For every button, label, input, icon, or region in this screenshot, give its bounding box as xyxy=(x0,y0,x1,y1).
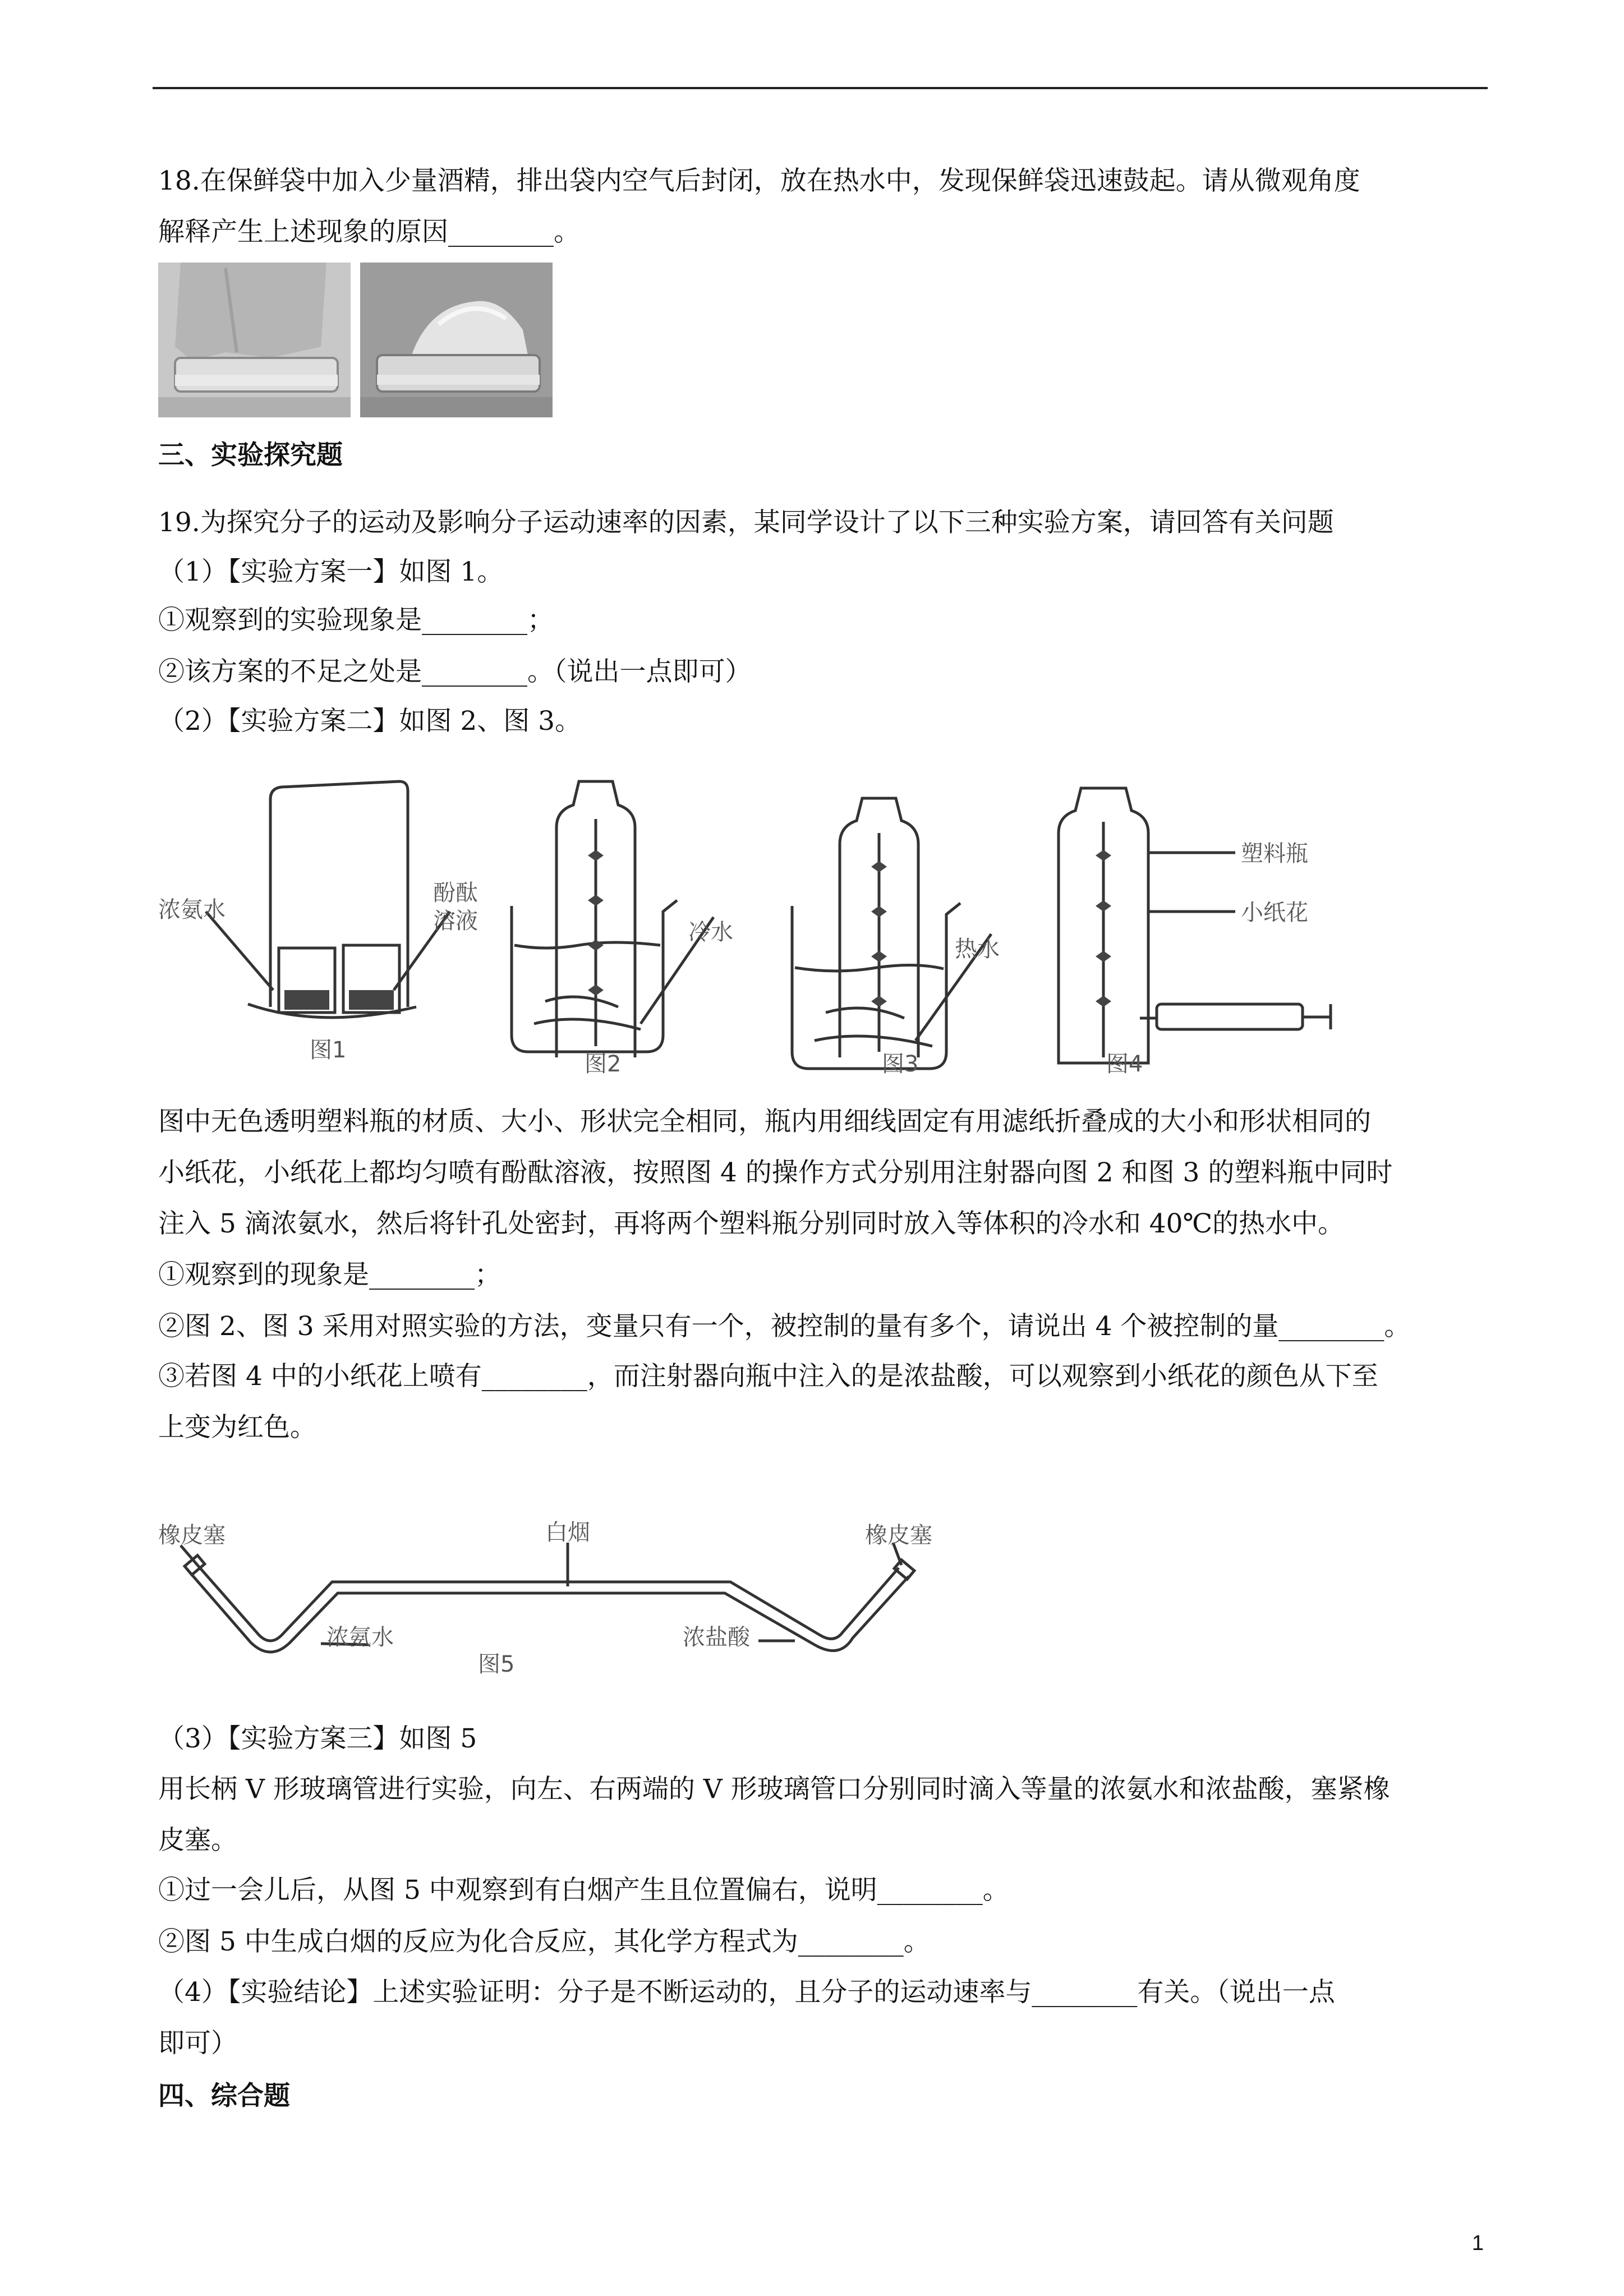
q19-part4-line2: 即可） xyxy=(158,2028,237,2059)
fig1-label-phenol-2: 溶液 xyxy=(433,908,478,934)
fig3-caption: 图3 xyxy=(882,1051,919,1077)
photo-bag-before xyxy=(158,263,351,417)
photo-bag-after xyxy=(360,263,553,417)
fig5-label-hcl: 浓盐酸 xyxy=(683,1625,750,1650)
fig2-caption: 图2 xyxy=(585,1051,622,1077)
q19-part3-a: ①过一会儿后，从图 5 中观察到有白烟产生且位置偏右，说明________。 xyxy=(158,1875,1009,1906)
figure-5 xyxy=(153,1515,932,1677)
q19-part3: （3）【实验方案三】如图 5 xyxy=(158,1723,477,1754)
q19-part1: （1）【实验方案一】如图 1。 xyxy=(158,556,504,587)
q19-desc-line1: 图中无色透明塑料瓶的材质、大小、形状完全相同，瓶内用细线固定有用滤纸折叠成的大小和形状相同的 xyxy=(158,1106,1371,1137)
figures-1-to-4 xyxy=(153,766,1415,1080)
q19-desc-line2: 小纸花，小纸花上都均匀喷有酚酞溶液，按照图 4 的操作方式分别用注射器向图 2 和图 3 的塑料瓶中同时 xyxy=(158,1157,1393,1188)
fig4-label-paper-flower: 小纸花 xyxy=(1241,900,1308,926)
q19-part2: （2）【实验方案二】如图 2、图 3。 xyxy=(158,706,582,737)
q19-part3-desc-line1: 用长柄 V 形玻璃管进行实验，向左、右两端的 V 形玻璃管口分别同时滴入等量的浓氨水和浓盐酸，塞紧橡 xyxy=(158,1774,1390,1805)
section-heading-3: 三、实验探究题 xyxy=(158,440,343,471)
fig5-label-rubber-left: 橡皮塞 xyxy=(158,1522,226,1548)
q19-part1-a: ①观察到的实验现象是________； xyxy=(158,605,554,636)
fig5-label-white-smoke: 白烟 xyxy=(545,1520,590,1545)
section-heading-4: 四、综合题 xyxy=(158,2081,290,2111)
q19-part2-c-line1: ③若图 4 中的小纸花上喷有________，而注射器向瓶中注入的是浓盐酸，可以观察到小纸花的颜色从下至 xyxy=(158,1361,1378,1392)
q19-desc-line3: 注入 5 滴浓氨水，然后将针孔处密封，再将两个塑料瓶分别同时放入等体积的冷水和 40℃的热水中。 xyxy=(158,1208,1345,1239)
q19-part3-desc-line2: 皮塞。 xyxy=(158,1825,237,1856)
fig1-label-phenol-1: 酚酞 xyxy=(433,880,478,906)
q19-part4-line1: （4）【实验结论】上述实验证明：分子是不断运动的，且分子的运动速率与________有关。（说出一点 xyxy=(158,1977,1335,2008)
q18-line2: 解释产生上述现象的原因________。 xyxy=(158,217,580,247)
fig4-label-bottle: 塑料瓶 xyxy=(1241,841,1308,867)
fig4-caption: 图4 xyxy=(1106,1051,1143,1077)
fig5-caption: 图5 xyxy=(478,1651,515,1677)
q19-part2-a: ①观察到的现象是________； xyxy=(158,1259,501,1290)
fig5-label-ammonia: 浓氨水 xyxy=(326,1625,394,1650)
q19-part2-c-line2: 上变为红色。 xyxy=(158,1412,316,1443)
page-number: 1 xyxy=(1471,2231,1484,2255)
q19-part2-b: ②图 2、图 3 采用对照实验的方法，变量只有一个，被控制的量有多个，请说出 4 个被控制的量________。 xyxy=(158,1311,1411,1342)
fig2-label-cold-water: 冷水 xyxy=(688,919,733,945)
q19-part1-b: ②该方案的不足之处是________。（说出一点即可） xyxy=(158,656,752,687)
q19-part3-b: ②图 5 中生成白烟的反应为化合反应，其化学方程式为________。 xyxy=(158,1926,930,1957)
fig1-label-ammonia: 浓氨水 xyxy=(158,897,226,923)
header-rule xyxy=(153,87,1488,89)
fig5-label-rubber-right: 橡皮塞 xyxy=(865,1522,932,1548)
q19-intro: 19.为探究分子的运动及影响分子运动速率的因素，某同学设计了以下三种实验方案，请回答有关问题 xyxy=(158,507,1334,538)
fig3-label-hot-water: 热水 xyxy=(955,936,1000,962)
fig1-caption: 图1 xyxy=(310,1037,347,1063)
q18-line1: 18.在保鲜袋中加入少量酒精，排出袋内空气后封闭，放在热水中，发现保鲜袋迅速鼓起。请从微观角度 xyxy=(158,165,1360,196)
